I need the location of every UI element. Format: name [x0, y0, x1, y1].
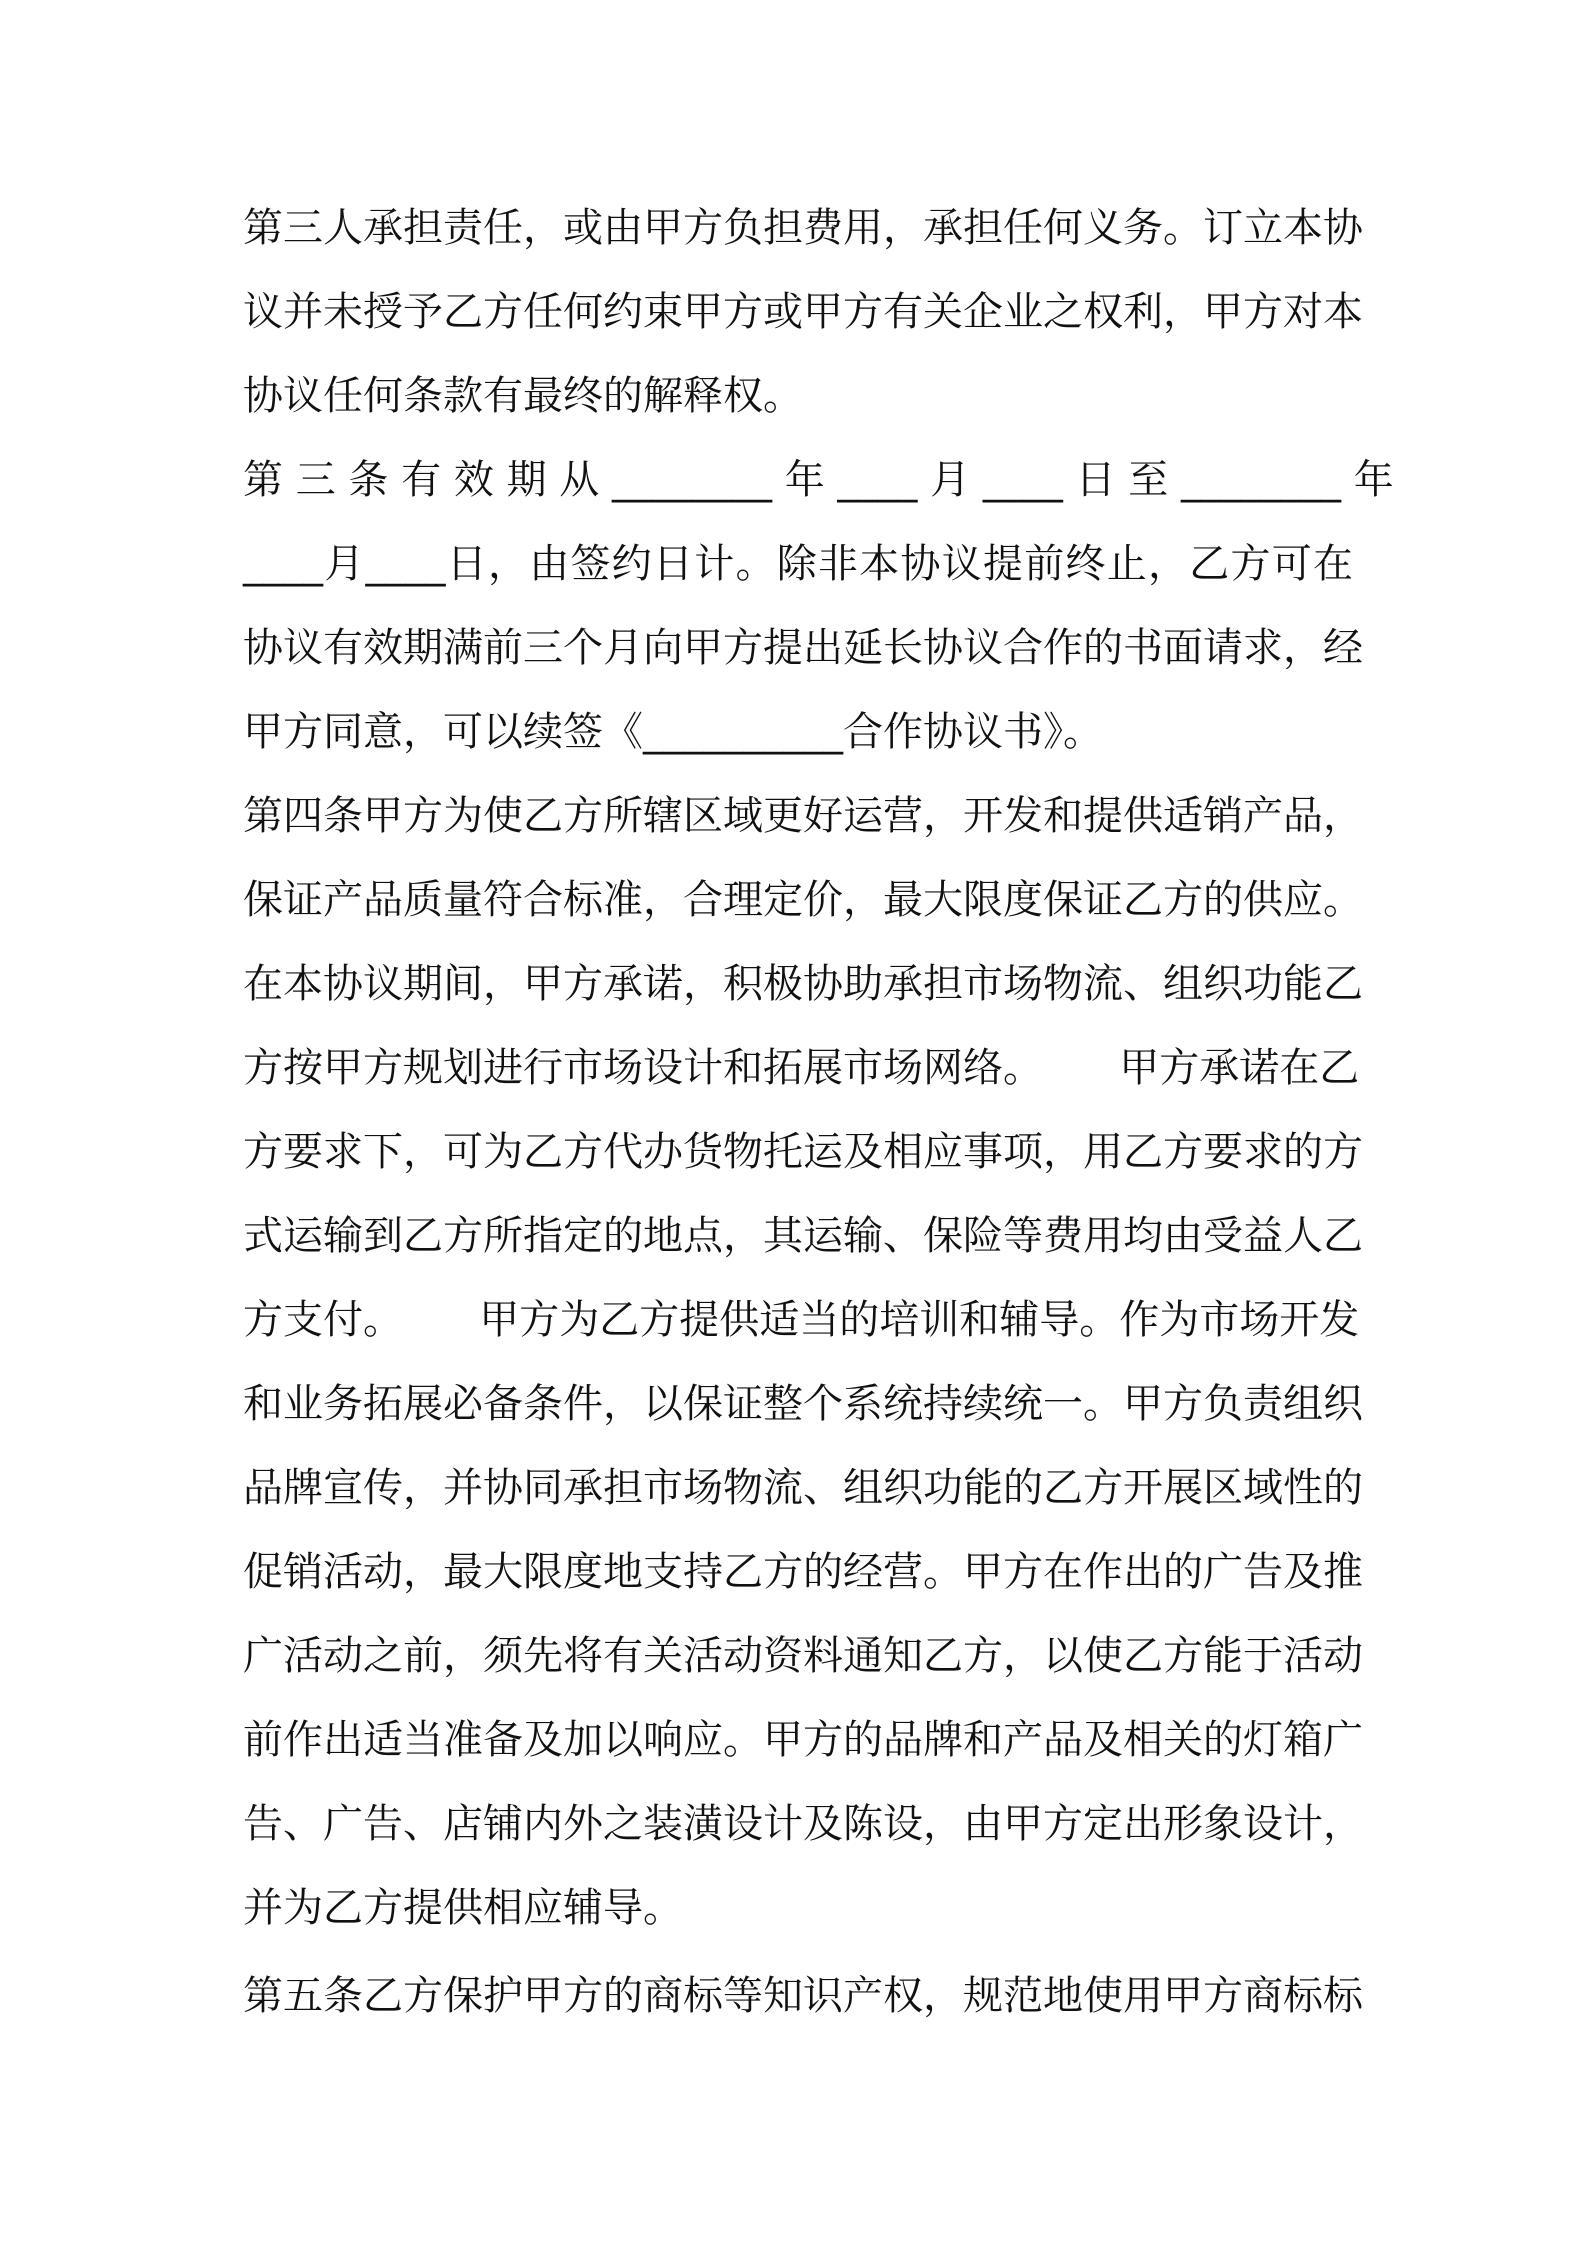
text-line-11: 方按甲方规划进行市场设计和拓展市场网络。 甲方承诺在乙: [243, 1045, 1360, 1091]
paragraph-clause-5: [243, 1954, 1363, 2038]
text-line-15: 和业务拓展必备条件，以保证整个系统持续统一。甲方负责组织: [243, 1381, 1363, 1427]
text-line-21: 并为乙方提供相应辅导。: [243, 1885, 683, 1931]
paragraph-clause-3: [243, 438, 1394, 774]
text-line-13: 式运输到乙方所指定的地点，其运输、保险等费用均由受益人乙: [243, 1213, 1363, 1259]
text-line-10: 在本协议期间，甲方承诺，积极协助承担市场物流、组织功能乙: [243, 961, 1363, 1007]
text-line-14: 方支付。 甲方为乙方提供适当的培训和辅导。作为市场开发: [243, 1297, 1360, 1343]
paragraph-clause-4: [243, 774, 1363, 1950]
text-line-17: 促销活动，最大限度地支持乙方的经营。甲方在作出的广告及推: [243, 1549, 1363, 1595]
text-line-4: 第 三 条 有 效 期 从 ________ 年 ____ 月 ____ 日 至 ________ 年: [243, 457, 1394, 503]
text-line-3: 协议任何条款有最终的解释权。: [243, 373, 803, 419]
text-line-18: 广活动之前，须先将有关活动资料通知乙方，以使乙方能于活动: [243, 1633, 1363, 1679]
paragraph-clause-2-end: [243, 186, 1363, 438]
text-line-22: 第五条乙方保护甲方的商标等知识产权，规范地使用甲方商标标: [243, 1973, 1363, 2019]
text-line-16: 品牌宣传，并协同承担市场物流、组织功能的乙方开展区域性的: [243, 1465, 1363, 1511]
text-line-2: 议并未授予乙方任何约束甲方或甲方有关企业之权利，甲方对本: [243, 289, 1363, 335]
text-line-20: 告、广告、店铺内外之装潢设计及陈设，由甲方定出形象设计，: [243, 1801, 1363, 1847]
text-line-6: 协议有效期满前三个月向甲方提出延长协议合作的书面请求，经: [243, 625, 1363, 671]
text-line-8: 第四条甲方为使乙方所辖区域更好运营，开发和提供适销产品，: [243, 793, 1363, 839]
text-line-7: 甲方同意，可以续签《__________合作协议书》。: [243, 709, 1103, 755]
text-line-1: 第三人承担责任，或由甲方负担费用，承担任何义务。订立本协: [243, 205, 1363, 251]
text-line-12: 方要求下，可为乙方代办货物托运及相应事项，用乙方要求的方: [243, 1129, 1363, 1175]
text-line-5: ____月____日，由签约日计。除非本协议提前终止，乙方可在: [243, 541, 1353, 587]
text-line-9: 保证产品质量符合标准，合理定价，最大限度保证乙方的供应。: [243, 877, 1363, 923]
text-line-19: 前作出适当准备及加以响应。甲方的品牌和产品及相关的灯箱广: [243, 1717, 1363, 1763]
